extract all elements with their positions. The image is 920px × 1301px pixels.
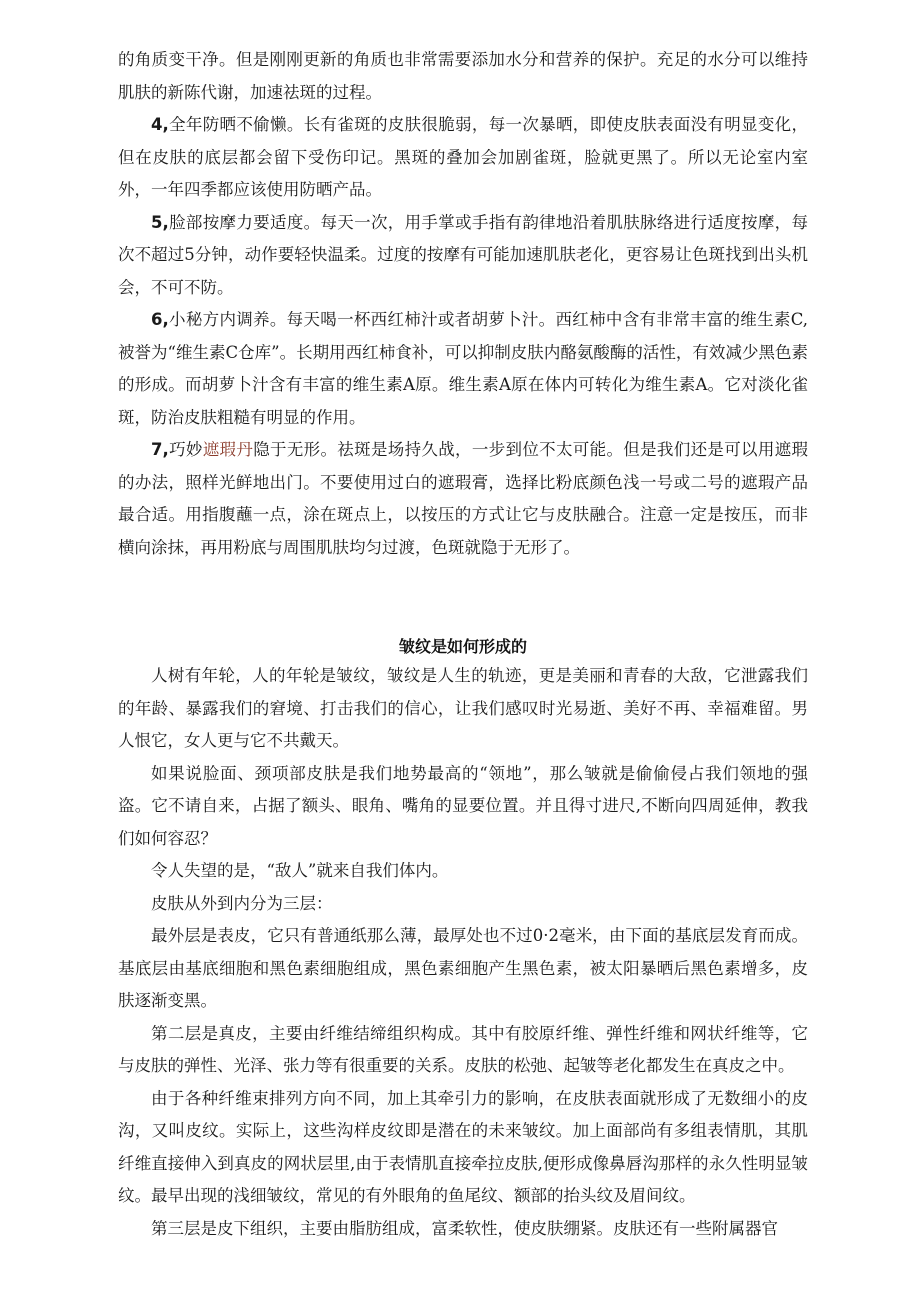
tip-number: 6, — [151, 310, 169, 329]
concealer-link[interactable]: 遮瑕丹 — [202, 440, 254, 459]
paragraph: 由于各种纤维束排列方向不同，加上其牵引力的影响，在皮肤表面就形成了无数细小的皮沟，又叫皮纹。实际上，这些沟样皮纹即是潜在的未来皱纹。加上面部尚有多组表情肌，其肌纤维直接伸入到真皮的网状层里,由于表情肌直接牵拉皮肤,便形成像鼻唇沟那样的永久性明显皱纹。最早出现的浅细皱纹，常见的有外眼角的鱼尾纹、额部的抬头纹及眉间纹。 — [118, 1088, 808, 1205]
paragraph-tip-5 — [118, 207, 808, 305]
paragraph: 人树有年轮，人的年轮是皱纹，皱纹是人生的轨迹，更是美丽和青春的大敌，它泄露我们的年龄、暴露我们的窘境、打击我们的信心，让我们感叹时光易逝、美好不再、幸福难留。男人恨它，女人更与它不共戴天。 — [118, 666, 808, 750]
tip-number: 7, — [151, 440, 169, 459]
paragraph-text: 隐于无形。祛斑是场持久战，一步到位不太可能。但是我们还是可以用遮瑕的办法，照样光鲜地出门。不要使用过白的遮瑕膏，选择比粉底颜色浅一号或二号的遮瑕产品最合适。用指腹蘸一点，涂在斑点上，以按压的方式让它与皮肤融合。注意一定是按压，而非横向涂抹，再用粉底与周围肌肤均匀过渡，色斑就隐于无形了。 — [118, 440, 809, 557]
paragraph: 令人失望的是，“敌人”就来自我们体内。 — [151, 861, 449, 880]
paragraph-tip-7 — [118, 434, 808, 564]
paragraph: 第三层是皮下组织，主要由脂肪组成，富柔软性，使皮肤绷紧。皮肤还有一些附属器官 — [151, 1218, 778, 1238]
paragraph: 第二层是真皮，主要由纤维结缔组织构成。其中有胶原纤维、弹性纤维和网状纤维等，它与皮肤的弹性、光泽、张力等有很重要的关系。皮肤的松弛、起皱等老化都发生在真皮之中。 — [118, 1023, 808, 1075]
paragraph-text: 的角质变干净。但是刚刚更新的角质也非常需要添加水分和营养的保护。充足的水分可以维持肌肤的新陈代谢，加速祛斑的过程。 — [118, 50, 808, 102]
tip-number: 5, — [151, 212, 169, 232]
paragraph-continuation — [118, 44, 808, 109]
paragraph-text: 巧妙 — [168, 440, 203, 459]
paragraph: 皮肤从外到内分为三层： — [151, 893, 333, 913]
paragraph-text: 小秘方内调养。每天喝一杯西红柿汁或者胡萝卜汁。西红柿中含有非常丰富的维生素C,被誉为“维生素C仓库”。长期用西红柿食补，可以抑制皮肤内酪氨酸酶的活性，有效减少黑色素的形成。而胡萝卜汁含有丰富的维生素A原。维生素A原在体内可转化为维生素A。它对淡化雀斑，防治皮肤粗糙有明显的作用。 — [118, 310, 808, 427]
paragraph-tip-6 — [118, 304, 808, 434]
paragraph-text: 全年防晒不偷懒。长有雀斑的皮肤很脆弱，每一次暴晒，即使皮肤表面没有明显变化，但在皮肤的底层都会留下受伤印记。黑斑的叠加会加剧雀斑，脸就更黑了。所以无论室内室外，一年四季都应该使用防晒产品。 — [118, 115, 808, 199]
section-freckle-tips — [118, 44, 808, 564]
section-title-wrinkles: 皱纹是如何形成的 — [398, 637, 527, 656]
section-wrinkles — [118, 660, 808, 1245]
paragraph-text: 脸部按摩力要适度。每天一次，用手掌或手指有韵律地沿着肌肤脉络进行适度按摩，每次不超过5分钟，动作要轻快温柔。过度的按摩有可能加速肌肤老化，更容易让色斑找到出头机会，不可不防。 — [118, 212, 808, 297]
paragraph: 最外层是表皮，它只有普通纸那么薄，最厚处也不过0·2毫米，由下面的基底层发育而成。基底层由基底细胞和黑色素细胞组成，黑色素细胞产生黑色素，被太阳暴晒后黑色素增多，皮肤逐渐变黑。 — [118, 926, 808, 1010]
tip-number: 4, — [151, 115, 169, 134]
paragraph: 如果说脸面、颈项部皮肤是我们地势最高的“领地”，那么皱就是偷偷侵占我们领地的强盗。它不请自来，占据了额头、眼角、嘴角的显要位置。并且得寸进尺,不断向四周延伸，教我们如何容忍？ — [118, 763, 808, 848]
paragraph-tip-4 — [118, 109, 808, 207]
